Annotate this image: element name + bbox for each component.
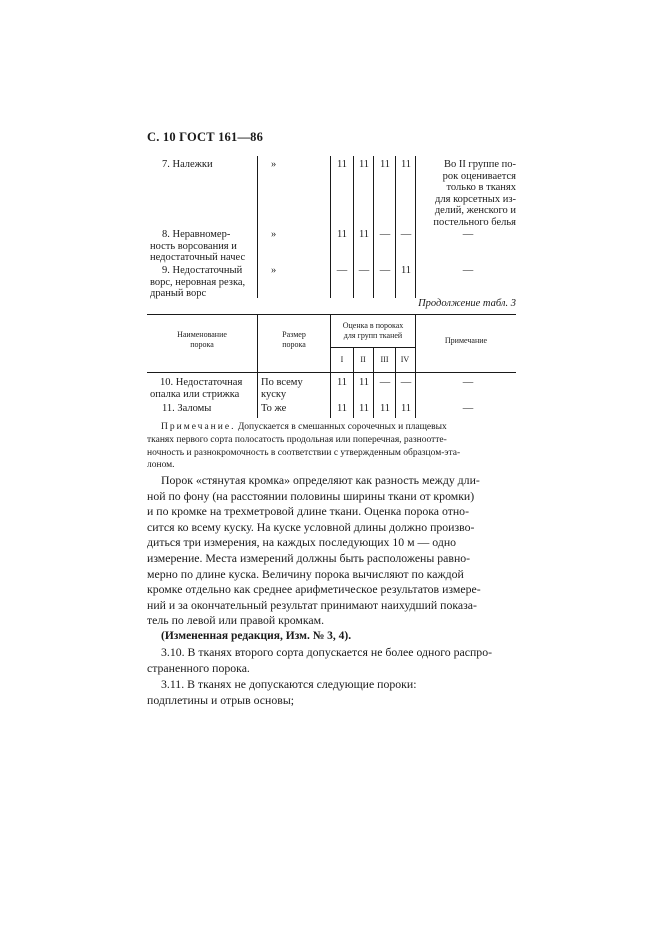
mark-cell: 11 bbox=[358, 377, 370, 388]
mark-cell: 11 bbox=[400, 403, 412, 414]
mark-cell: 11 bbox=[379, 403, 391, 414]
table-note: Примечание. Допускается в смешанных сорочечных и плащевых тканях первого сорта полосатость продольная или поперечная, разноотте- ночность и разнокромочность в соответствии с утвержденным образцом-эта- лоном. bbox=[147, 422, 461, 471]
mark-cell: 11 bbox=[400, 159, 412, 170]
row-size: То же bbox=[261, 403, 287, 414]
mark-cell: 11 bbox=[400, 265, 412, 276]
mark-cell: — bbox=[400, 377, 412, 388]
mark-cell: 11 bbox=[358, 403, 370, 414]
row-name: 7. Нaлежки bbox=[162, 159, 213, 170]
clause-3-10: 3.10. В тканях второго сорта допускается не более одного распро- страненного порока. bbox=[147, 645, 493, 675]
row-note: Во II группе по- рок оценивается только в тканях для корсетных из- делий, женского и постельного белья bbox=[433, 159, 516, 228]
row-name: 9. Недостаточный ворс, неровная резка, драный ворс bbox=[150, 265, 246, 299]
col-divider bbox=[373, 156, 374, 298]
mark-cell: 11 bbox=[379, 159, 391, 170]
row-note: — bbox=[462, 229, 474, 240]
mark-cell: 11 bbox=[336, 377, 348, 388]
paragraph-stretched-edge: Порок «стянутая кромка» определяют как разность между дли- ной по фону (на расстоянии половины ширины ткани от кромки) и по кромке на трехметровой длине ткани. Оценка порока отно- сится ко всему куску. На куске условной длины должно произво- диться три измерения, на каждых последующих 10 м — одно измерение. Места измерений должны быть расположены равно- мерно по длине куска. Величину порока вычисляют по каждой кромке отдельно как среднее арифметическое результатов измере- ний и за окончательный результат принимают наихудший показа- тель по левой или правой кромкам. bbox=[147, 473, 481, 628]
row-size: » bbox=[271, 159, 277, 170]
row-note: — bbox=[462, 403, 474, 414]
col-divider bbox=[330, 156, 331, 298]
table-continuation-caption: Продолжение табл. 3 bbox=[418, 298, 516, 309]
header-group-i: I bbox=[340, 355, 344, 364]
page-header: С. 10 ГОСТ 161—86 bbox=[147, 130, 264, 144]
row-name: 10. Недостаточная опалка или стрижка bbox=[150, 377, 243, 400]
col-divider bbox=[353, 156, 354, 298]
mark-cell: 11 bbox=[336, 229, 348, 240]
row-size: » bbox=[271, 229, 277, 240]
mark-cell: — bbox=[400, 229, 412, 240]
mark-cell: 11 bbox=[336, 403, 348, 414]
col-divider bbox=[395, 156, 396, 298]
table-rule bbox=[147, 314, 516, 315]
mark-cell: 11 bbox=[336, 159, 348, 170]
mark-cell: — bbox=[358, 265, 370, 276]
row-name: 8. Неравномер- ность ворсования и недостаточный начес bbox=[150, 229, 246, 263]
header-group-ii: II bbox=[360, 355, 366, 364]
row-name: 11. Заломы bbox=[162, 403, 212, 414]
amendment-note: (Измененная редакция, Изм. № 3, 4). bbox=[161, 630, 352, 642]
row-size: По всему куску bbox=[261, 377, 303, 400]
col-divider bbox=[415, 156, 416, 298]
header-group-iv: IV bbox=[400, 355, 410, 364]
header-name: Наименование порока bbox=[177, 330, 227, 349]
row-note: — bbox=[462, 377, 474, 388]
mark-cell: — bbox=[379, 265, 391, 276]
header-groups: Оценка в пороках для групп тканей bbox=[342, 321, 404, 340]
mark-cell: — bbox=[336, 265, 348, 276]
mark-cell: 11 bbox=[358, 229, 370, 240]
col-divider bbox=[257, 156, 258, 298]
header-group-iii: III bbox=[380, 355, 389, 364]
mark-cell: — bbox=[379, 377, 391, 388]
header-size: Размер порока bbox=[282, 330, 306, 349]
mark-cell: — bbox=[379, 229, 391, 240]
table-rule bbox=[147, 372, 516, 373]
note-label: Примечание. bbox=[161, 422, 236, 432]
header-note: Примечание bbox=[444, 336, 488, 345]
row-size: » bbox=[271, 265, 277, 276]
row-note: — bbox=[462, 265, 474, 276]
mark-cell: 11 bbox=[358, 159, 370, 170]
clause-3-11-item: подплетины и отрыв основы; bbox=[147, 693, 295, 707]
clause-3-11: 3.11. В тканях не допускаются следующие пороки: bbox=[161, 677, 417, 691]
